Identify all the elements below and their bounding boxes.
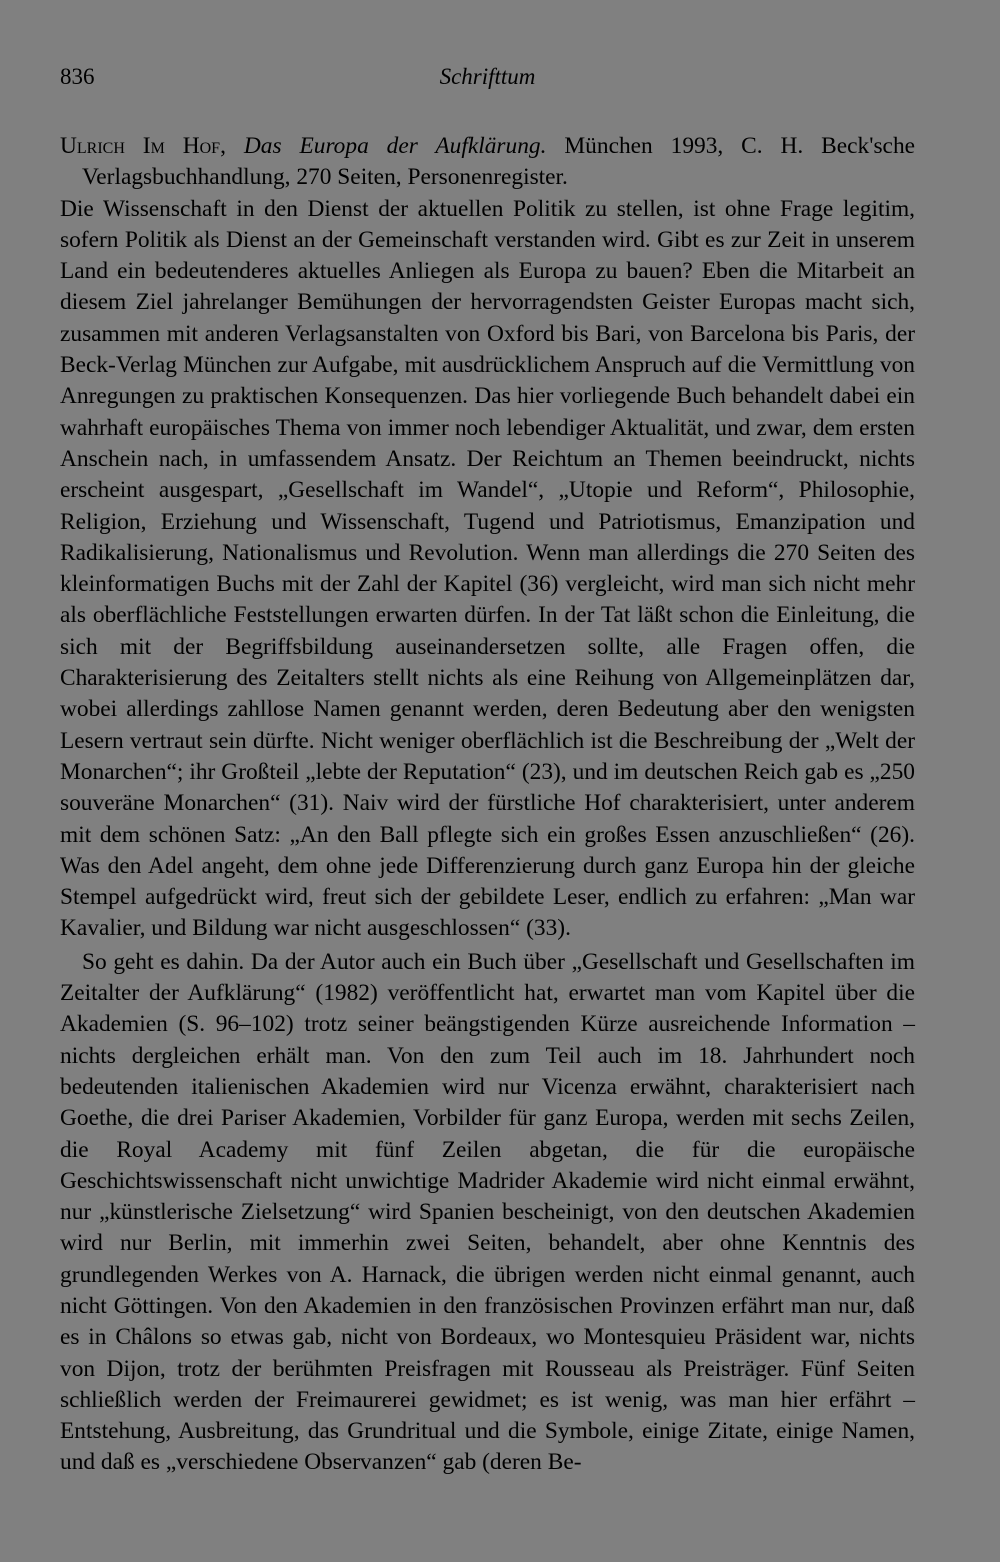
book-title: Das Europa der Aufklärung. (243, 133, 547, 159)
section-title: Schrifttum (439, 64, 536, 89)
book-review (60, 131, 915, 1479)
page-number: 836 (60, 64, 95, 89)
publication-details: München 1993, C. H. Beck'sche Verlagsbuchhandlung, 270 Seiten, Personenregister. (82, 133, 916, 191)
bibliographic-citation (60, 131, 915, 194)
review-paragraph-1: Die Wissenschaft in den Dienst der aktuellen Politik zu stellen, ist ohne Frage legitim, sofern Politik als Dienst an der Gemeinschaft verstanden wird. Gibt es zur Zeit in unserem Land ein bedeutenderes aktuelles Anliegen als Europa zu bauen? Eben die Mitarbeit an diesem Ziel jahrelanger Bemühungen der hervorragendsten Geister Europas macht sich, zusammen mit anderen Verlagsanstalten von Oxford bis Bari, von Barcelona bis Paris, der Beck-Verlag München zur Aufgabe, mit ausdrücklichem Anspruch auf die Vermittlung von Anregungen zu praktischen Konsequenzen. Das hier vorliegende Buch behandelt dabei ein wahrhaft europäisches Thema von immer noch lebendiger Aktualität, und zwar, dem ersten Anschein nach, in umfassendem Ansatz. Der Reichtum an Themen beeindruckt, nichts erscheint ausgespart, „Gesellschaft im Wandel“, „Utopie und Reform“, Philosophie, Religion, Erziehung und Wissenschaft, Tugend und Patriotismus, Emanzipation und Radikalisierung, Nationalismus und Revolution. Wenn man allerdings die 270 Seiten des kleinformatigen Buchs mit der Zahl der Kapitel (36) vergleicht, wird man sich nicht mehr als oberflächliche Feststellungen erwarten dürfen. In der Tat läßt schon die Einleitung, die sich mit der Begriffsbildung auseinandersetzen sollte, alle Fragen offen, die Charakterisierung des Zeitalters stellt nichts als eine Reihung von Allgemeinplätzen dar, wobei allerdings zahllose Namen genannt werden, deren Bedeutung aber den wenigsten Lesern vertraut sein dürfte. Nicht weniger oberflächlich ist die Beschreibung der „Welt der Monarchen“; ihr Großteil „lebte der Reputation“ (23), und im deutschen Reich gab es „250 souveräne Monarchen“ (31). Naiv wird der fürstliche Hof charakterisiert, unter anderem mit dem schönen Satz: „An den Ball pflegte sich ein großes Essen anzuschließen“ (26). Was den Adel angeht, dem ohne jede Differenzierung durch ganz Europa hin der gleiche Stempel aufgedrückt wird, freut sich der gebildete Leser, endlich zu erfahren: „Man war Kavalier, und Bildung war nicht ausgeschlossen“ (33). (60, 195, 915, 942)
review-paragraph-2: So geht es dahin. Da der Autor auch ein Buch über „Gesellschaft und Gesellschaften im Zeitalter der Aufklärung“ (1982) veröffentlicht hat, erwartet man vom Kapitel über die Akademien (S. 96–102) trotz seiner beängstigenden Kürze ausreichende Information – nichts dergleichen erhält man. Von den zum Teil auch im 18. Jahrhundert noch bedeutenden italienischen Akademien wird nur Vicenza erwähnt, charakterisiert nach Goethe, die drei Pariser Akademien, Vorbilder für ganz Europa, werden mit sechs Zeilen, die Royal Academy mit fünf Zeilen abgetan, die für die europäische Geschichtswissenschaft nicht unwichtige Madrider Akademie wird nicht einmal erwähnt, nur „künstlerische Zielsetzung“ wird Spanien bescheinigt, von den deutschen Akademien wird nur Berlin, mit immerhin zwei Seiten, behandelt, aber ohne Kenntnis des grundlegenden Werkes von A. Harnack, die übrigen werden nicht einmal genannt, auch nicht Göttingen. Von den Akademien in den französischen Provinzen erfährt man nur, daß es in Châlons so etwas gab, nicht von Bordeaux, wo Montesquieu Präsident war, nichts von Dijon, trotz der berühmten Preisfragen mit Rousseau als Preisträger. Fünf Seiten schließlich werden der Freimaurerei gewidmet; es ist wenig, was man hier erfährt – Entstehung, Ausbreitung, das Grundritual und die Symbole, einige Zitate, einige Namen, und daß es „verschiedene Observanzen“ gab (deren Be- (60, 948, 915, 1476)
running-head (60, 64, 915, 98)
review-author: Ulrich Im Hof, (60, 133, 226, 159)
